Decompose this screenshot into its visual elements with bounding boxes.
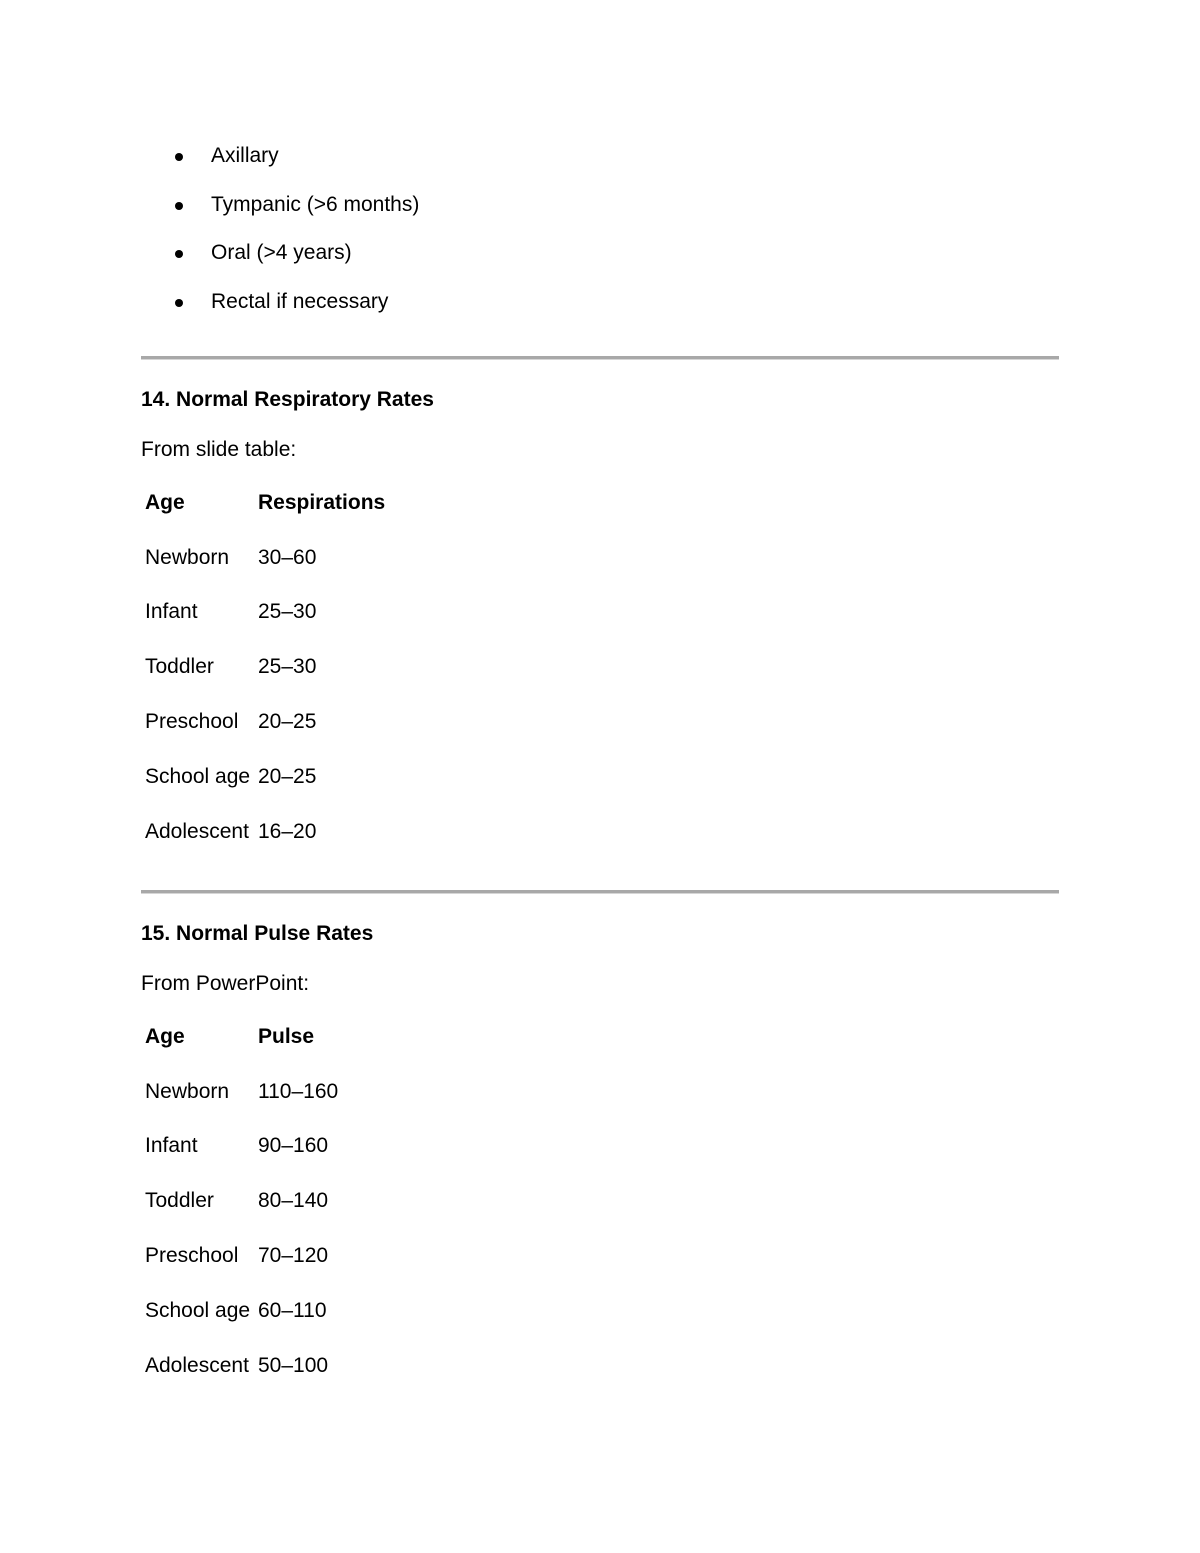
table-cell-age: School age [145,1299,251,1322]
section-intro: From slide table: [141,438,297,461]
bullet-icon [175,299,183,307]
table-cell-age: Infant [145,1134,198,1157]
table-cell-value: 60–110 [258,1299,327,1322]
section-intro: From PowerPoint: [141,972,310,995]
table-cell-value: 70–120 [258,1244,329,1267]
bullet-icon [175,250,183,258]
table-cell-value: 90–160 [258,1134,329,1157]
table-header-age: Age [145,491,185,514]
table-cell-age: Adolescent [145,1354,249,1377]
section-heading: 15. Normal Pulse Rates [141,922,374,945]
list-item-text: Oral (>4 years) [211,241,352,264]
table-cell-age: Newborn [145,1080,230,1103]
table-cell-age: Preschool [145,710,239,733]
table-cell-age: Toddler [145,1189,214,1212]
table-cell-value: 50–100 [258,1354,329,1377]
bullet-icon [175,202,183,210]
table-cell-age: Preschool [145,1244,239,1267]
table-cell-age: Newborn [145,546,230,569]
table-header-age: Age [145,1025,185,1048]
horizontal-rule [141,356,1059,360]
table-cell-value: 80–140 [258,1189,329,1212]
table-header-respirations: Respirations [258,491,386,514]
table-cell-age: Toddler [145,655,214,678]
list-item-text: Rectal if necessary [211,290,389,313]
list-item-text: Axillary [211,144,279,167]
table-cell-age: School age [145,765,251,788]
list-item-text: Tympanic (>6 months) [211,193,420,216]
table-cell-value: 25–30 [258,600,317,623]
table-cell-value: 30–60 [258,546,317,569]
table-cell-value: 25–30 [258,655,317,678]
section-heading: 14. Normal Respiratory Rates [141,388,434,411]
table-cell-value: 16–20 [258,820,317,843]
table-cell-value: 20–25 [258,710,317,733]
table-cell-age: Infant [145,600,198,623]
table-header-pulse: Pulse [258,1025,315,1048]
table-cell-value: 110–160 [258,1080,339,1103]
bullet-icon [175,153,183,161]
table-cell-age: Adolescent [145,820,249,843]
horizontal-rule [141,890,1059,894]
table-cell-value: 20–25 [258,765,317,788]
